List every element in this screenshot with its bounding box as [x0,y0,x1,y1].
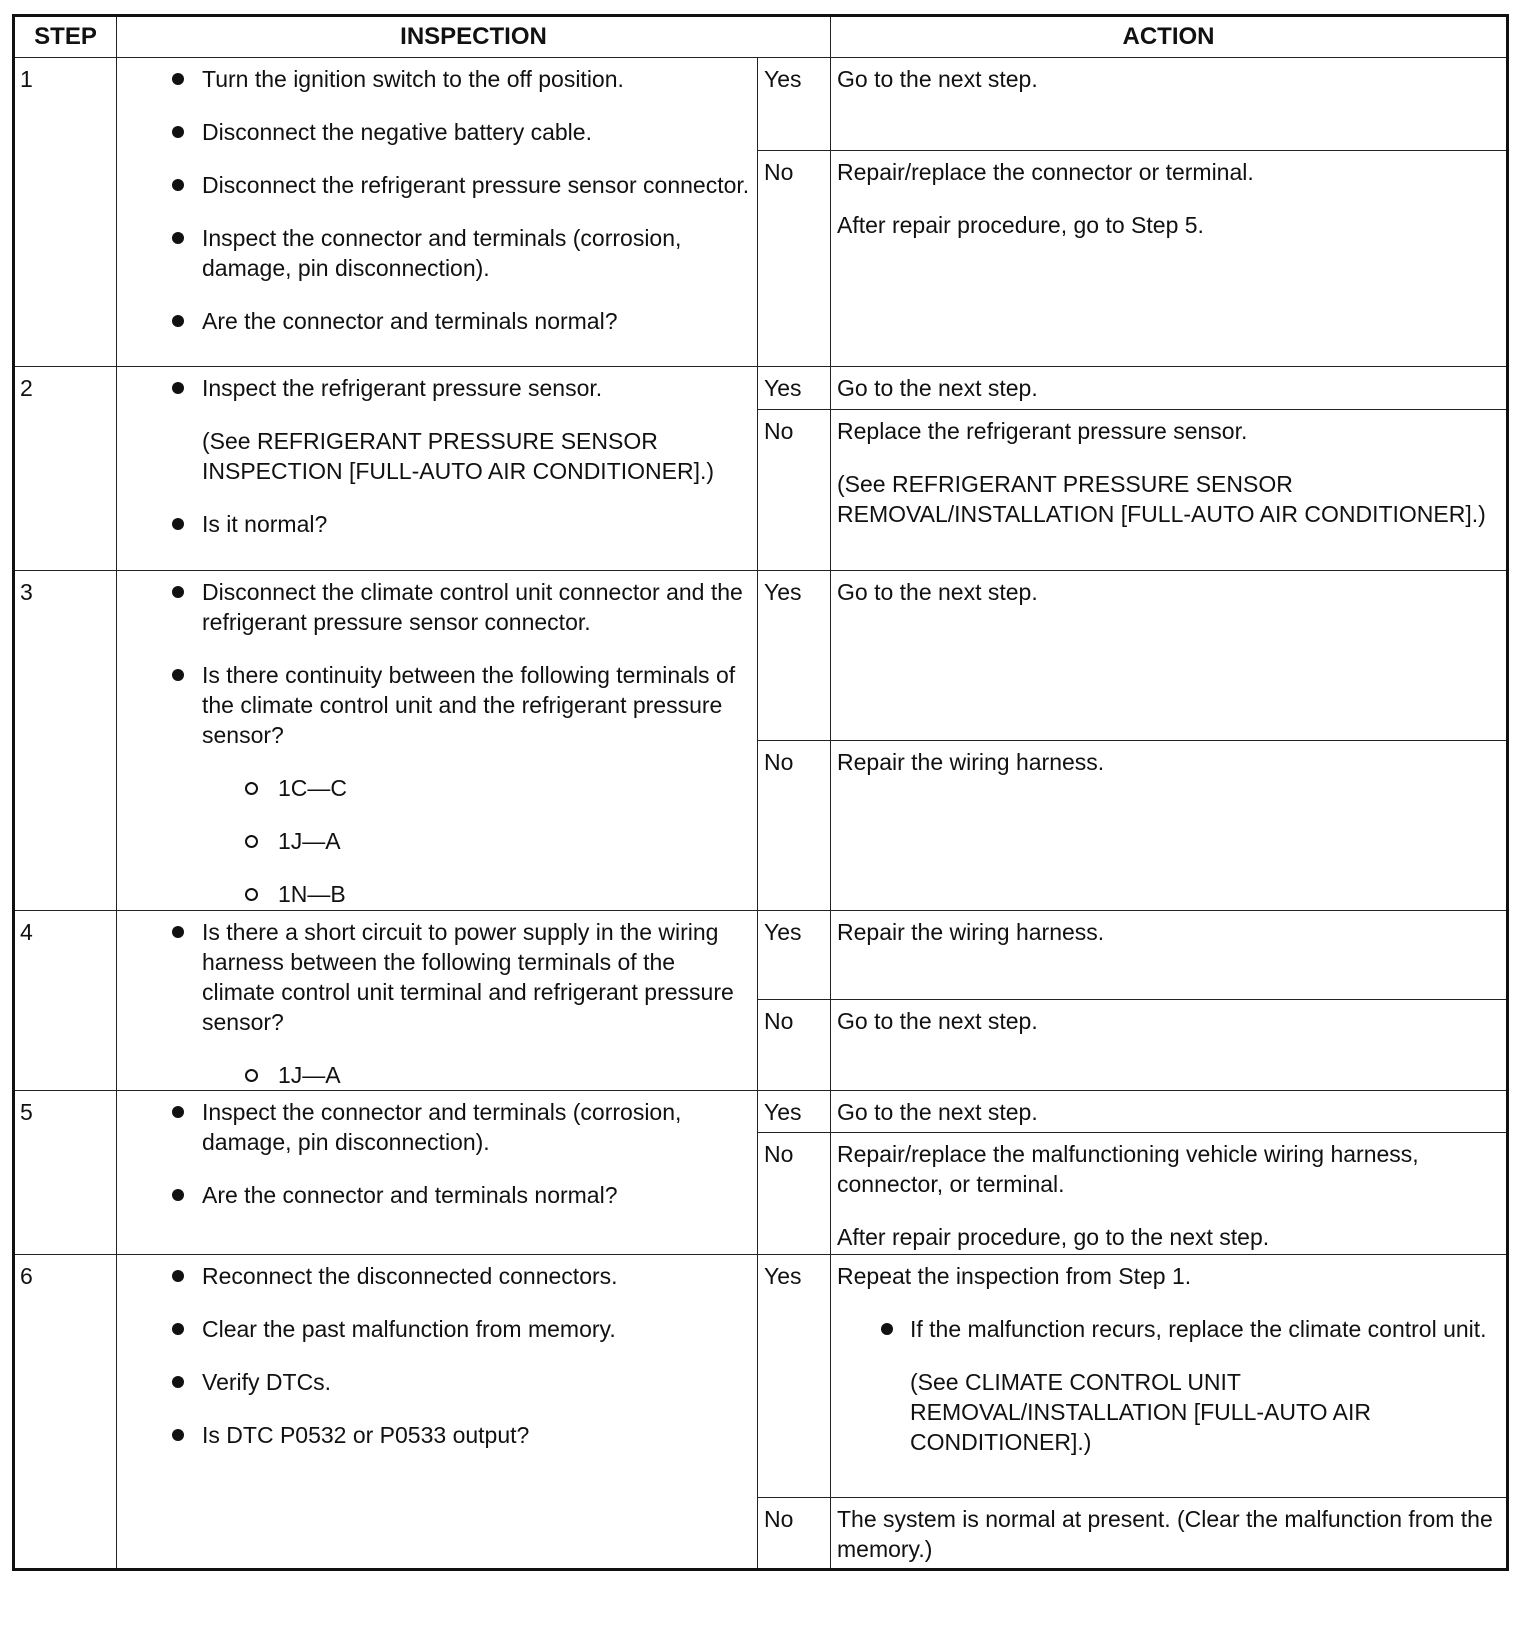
bullet-icon [172,926,184,938]
no-action: The system is normal at present. (Clear the malfunction from the memory.) [831,1498,1508,1570]
bullet-item: Are the connector and terminals normal? [123,1180,751,1210]
yes-label: Yes [758,1091,831,1133]
inspection-cell [117,1255,758,1570]
bullet-icon [172,126,184,138]
header-action: ACTION [831,16,1508,58]
bullet-icon [881,1323,893,1335]
header-step: STEP [14,16,117,58]
terminal-item: 1N—B [123,879,751,909]
step-5-yes-row [14,1091,1508,1133]
bullet-item: Clear the past malfunction from memory. [123,1314,751,1344]
inspection-cell [117,367,758,571]
bullet-item: Inspect the connector and terminals (corrosion, damage, pin disconnection). [123,1097,751,1157]
step-number: 3 [14,571,117,911]
bullet-item: Disconnect the negative battery cable. [123,117,751,147]
bullet-icon [172,1429,184,1441]
inspection-cell [117,58,758,367]
step-6-yes-row [14,1255,1508,1498]
no-label: No [758,1000,831,1091]
bullet-item: Is there a short circuit to power supply in the wiring harness between the following terminals of the climate control unit terminal and refrigerant pressure sensor? [123,917,751,1037]
circle-bullet-icon [245,835,258,848]
yes-label: Yes [758,1255,831,1498]
yes-label: Yes [758,911,831,1000]
inspection-cell [117,911,758,1091]
bullet-item: If the malfunction recurs, replace the climate control unit. [837,1314,1500,1344]
bullet-item: Reconnect the disconnected connectors. [123,1261,751,1291]
no-label: No [758,741,831,911]
bullet-item: Turn the ignition switch to the off position. [123,64,751,94]
no-label: No [758,151,831,367]
bullet-item: Is it normal? [123,509,751,539]
header-inspection: INSPECTION [117,16,831,58]
step-3-yes-row [14,571,1508,741]
troubleshooting-table [12,14,1509,1571]
step-number: 4 [14,911,117,1091]
yes-action: Go to the next step. [831,571,1508,741]
reference-text: (See CLIMATE CONTROL UNIT REMOVAL/INSTALLATION [FULL-AUTO AIR CONDITIONER].) [910,1369,1371,1455]
step-2-yes-row [14,367,1508,410]
bullet-item: Inspect the connector and terminals (corrosion, damage, pin disconnection). [123,223,751,283]
bullet-icon [172,179,184,191]
bullet-icon [172,1106,184,1118]
yes-label: Yes [758,58,831,151]
no-action: Replace the refrigerant pressure sensor. (See REFRIGERANT PRESSURE SENSOR REMOVAL/INSTALLATION [FULL-AUTO AIR CONDITIONER].) [831,410,1508,571]
bullet-icon [172,73,184,85]
no-label: No [758,410,831,571]
no-label: No [758,1133,831,1255]
no-action: Go to the next step. [831,1000,1508,1091]
step-number: 6 [14,1255,117,1570]
circle-bullet-icon [245,888,258,901]
yes-action: Go to the next step. [831,367,1508,410]
step-number: 1 [14,58,117,367]
bullet-icon [172,1323,184,1335]
bullet-icon [172,382,184,394]
bullet-item: Inspect the refrigerant pressure sensor. [123,373,751,403]
header-row [14,16,1508,58]
step-number: 2 [14,367,117,571]
bullet-icon [172,1270,184,1282]
no-action: Repair/replace the connector or terminal. After repair procedure, go to Step 5. [831,151,1508,367]
bullet-item: Are the connector and terminals normal? [123,306,751,336]
bullet-item: Is there continuity between the following terminals of the climate control unit and the refrigerant pressure sensor? [123,660,751,750]
circle-bullet-icon [245,1069,258,1082]
yes-action: Repeat the inspection from Step 1. If the malfunction recurs, replace the climate control unit. (See CLIMATE CONTROL UNIT REMOVAL/INSTALLATION [FULL-AUTO AIR CONDITIONER].) [831,1255,1508,1498]
inspection-cell [117,1091,758,1255]
bullet-item: Is DTC P0532 or P0533 output? [123,1420,751,1450]
bullet-item: Verify DTCs. [123,1367,751,1397]
reference-text: (See REFRIGERANT PRESSURE SENSOR INSPECTION [FULL-AUTO AIR CONDITIONER].) [202,428,715,484]
step-number: 5 [14,1091,117,1255]
no-action: Repair the wiring harness. [831,741,1508,911]
terminal-item: 1J—A [123,1060,751,1090]
yes-action: Go to the next step. [831,1091,1508,1133]
no-label: No [758,1498,831,1570]
step-1-yes-row [14,58,1508,151]
bullet-item: Disconnect the refrigerant pressure sensor connector. [123,170,751,200]
bullet-icon [172,315,184,327]
yes-label: Yes [758,367,831,410]
inspection-cell [117,571,758,911]
bullet-item: Disconnect the climate control unit connector and the refrigerant pressure sensor connector. [123,577,751,637]
bullet-icon [172,1376,184,1388]
terminal-item: 1C—C [123,773,751,803]
bullet-icon [172,1189,184,1201]
bullet-icon [172,232,184,244]
yes-action: Repair the wiring harness. [831,911,1508,1000]
bullet-icon [172,518,184,530]
circle-bullet-icon [245,782,258,795]
yes-action: Go to the next step. [831,58,1508,151]
no-action: Repair/replace the malfunctioning vehicle wiring harness, connector, or terminal. After repair procedure, go to the next step. [831,1133,1508,1255]
bullet-icon [172,586,184,598]
terminal-item: 1J—A [123,826,751,856]
bullet-icon [172,669,184,681]
step-4-yes-row [14,911,1508,1000]
yes-label: Yes [758,571,831,741]
